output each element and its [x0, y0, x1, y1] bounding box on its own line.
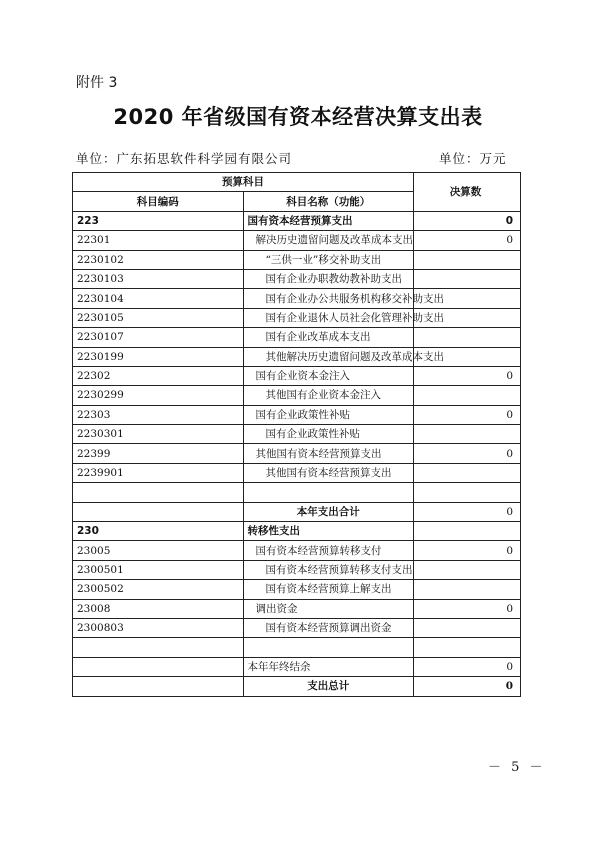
row-code: 23005: [73, 541, 244, 560]
table-row: [73, 231, 521, 250]
row-name: 国有企业资本金注入: [243, 366, 414, 385]
table-row: [73, 599, 521, 618]
row-amount: [414, 386, 521, 405]
header-amount: 决算数: [414, 173, 521, 212]
row-name: 国有资本经营预算转移支付: [243, 541, 414, 560]
table-row: [73, 386, 521, 405]
row-name: 支出总计: [243, 677, 414, 696]
row-amount: 0: [414, 366, 521, 385]
row-name: 调出资金: [243, 599, 414, 618]
row-amount: 0: [414, 541, 521, 560]
table-row: [73, 638, 521, 657]
table-header-row: [73, 173, 521, 192]
row-amount: 0: [414, 211, 521, 230]
page-number: － 5 －: [488, 760, 546, 775]
row-name: 国有企业退休人员社会化管理补助支出: [243, 308, 414, 327]
row-name: 本年年终结余: [243, 657, 414, 676]
row-code: 2230105: [73, 308, 244, 327]
row-code: 23008: [73, 599, 244, 618]
table-row: [73, 483, 521, 502]
row-code: 2230301: [73, 425, 244, 444]
table-row: [73, 269, 521, 288]
row-code: [73, 483, 244, 502]
row-name: 其他国有资本经营预算支出: [243, 463, 414, 482]
row-code: [73, 502, 244, 521]
row-amount: [414, 425, 521, 444]
row-name: 国有资本经营预算转移支付支出: [243, 560, 414, 579]
row-amount: [414, 580, 521, 599]
unit-currency: 单位：万元: [439, 151, 507, 166]
table-row: [73, 560, 521, 579]
row-name: 国有企业政策性补贴: [243, 405, 414, 424]
row-amount: 0: [414, 231, 521, 250]
row-code: 22303: [73, 405, 244, 424]
table-row: [73, 366, 521, 385]
row-code: 223: [73, 211, 244, 230]
row-code: [73, 657, 244, 676]
row-amount: [414, 483, 521, 502]
row-code: 2230103: [73, 269, 244, 288]
row-code: 230: [73, 522, 244, 541]
row-code: [73, 677, 244, 696]
table-row: [73, 425, 521, 444]
row-amount: [414, 463, 521, 482]
table-row: [73, 347, 521, 366]
row-name: [243, 638, 414, 657]
row-code: 2230104: [73, 289, 244, 308]
table-row: [73, 522, 521, 541]
row-amount: 0: [414, 405, 521, 424]
row-name: 国有资本经营预算支出: [243, 211, 414, 230]
row-name: 国有企业办职教幼教补助支出: [243, 269, 414, 288]
expenditure-table: [72, 172, 521, 697]
row-code: 2230102: [73, 250, 244, 269]
table-row: [73, 289, 521, 308]
attachment-label: 附件 3: [76, 75, 118, 91]
table-row: [73, 580, 521, 599]
header-name: 科目名称（功能）: [243, 192, 414, 211]
row-code: 2300501: [73, 560, 244, 579]
row-amount: 0: [414, 502, 521, 521]
table-row: [73, 463, 521, 482]
table-row: [73, 677, 521, 696]
row-amount: [414, 328, 521, 347]
table-row: [73, 618, 521, 637]
row-name: “三供一业”移交补助支出: [243, 250, 414, 269]
row-amount: 0: [414, 657, 521, 676]
table-row: [73, 657, 521, 676]
table-row: [73, 502, 521, 521]
row-amount: [414, 618, 521, 637]
table-row: [73, 541, 521, 560]
page-title: 2020 年省级国有资本经营决算支出表: [113, 105, 483, 129]
header-budget-subject: 预算科目: [73, 173, 414, 192]
row-amount: [414, 522, 521, 541]
row-amount: 0: [414, 444, 521, 463]
row-name: 其他国有企业资本金注入: [243, 386, 414, 405]
table-row: [73, 328, 521, 347]
row-name: 国有企业办公共服务机构移交补助支出: [243, 289, 414, 308]
row-name: 解决历史遗留问题及改革成本支出: [243, 231, 414, 250]
row-amount: [414, 560, 521, 579]
row-name: 其他解决历史遗留问题及改革成本支出: [243, 347, 414, 366]
table-row: [73, 444, 521, 463]
row-name: 本年支出合计: [243, 502, 414, 521]
row-name: 国有企业改革成本支出: [243, 328, 414, 347]
table-row: [73, 405, 521, 424]
header-code: 科目编码: [73, 192, 244, 211]
row-code: [73, 638, 244, 657]
row-code: 22399: [73, 444, 244, 463]
row-amount: 0: [414, 599, 521, 618]
table-row: [73, 308, 521, 327]
row-code: 22301: [73, 231, 244, 250]
row-code: 2230107: [73, 328, 244, 347]
row-name: 其他国有资本经营预算支出: [243, 444, 414, 463]
row-name: 转移性支出: [243, 522, 414, 541]
row-amount: 0: [414, 677, 521, 696]
row-name: 国有企业政策性补贴: [243, 425, 414, 444]
row-code: 2230299: [73, 386, 244, 405]
row-name: 国有资本经营预算上解支出: [243, 580, 414, 599]
row-name: 国有资本经营预算调出资金: [243, 618, 414, 637]
row-code: 2300502: [73, 580, 244, 599]
unit-organization: 单位：广东拓思软件科学园有限公司: [76, 151, 293, 166]
row-amount: [414, 250, 521, 269]
row-amount: [414, 638, 521, 657]
row-amount: [414, 269, 521, 288]
table-row: [73, 250, 521, 269]
table-row: [73, 211, 521, 230]
row-name: [243, 483, 414, 502]
row-code: 2239901: [73, 463, 244, 482]
row-code: 2300803: [73, 618, 244, 637]
row-code: 2230199: [73, 347, 244, 366]
row-code: 22302: [73, 366, 244, 385]
